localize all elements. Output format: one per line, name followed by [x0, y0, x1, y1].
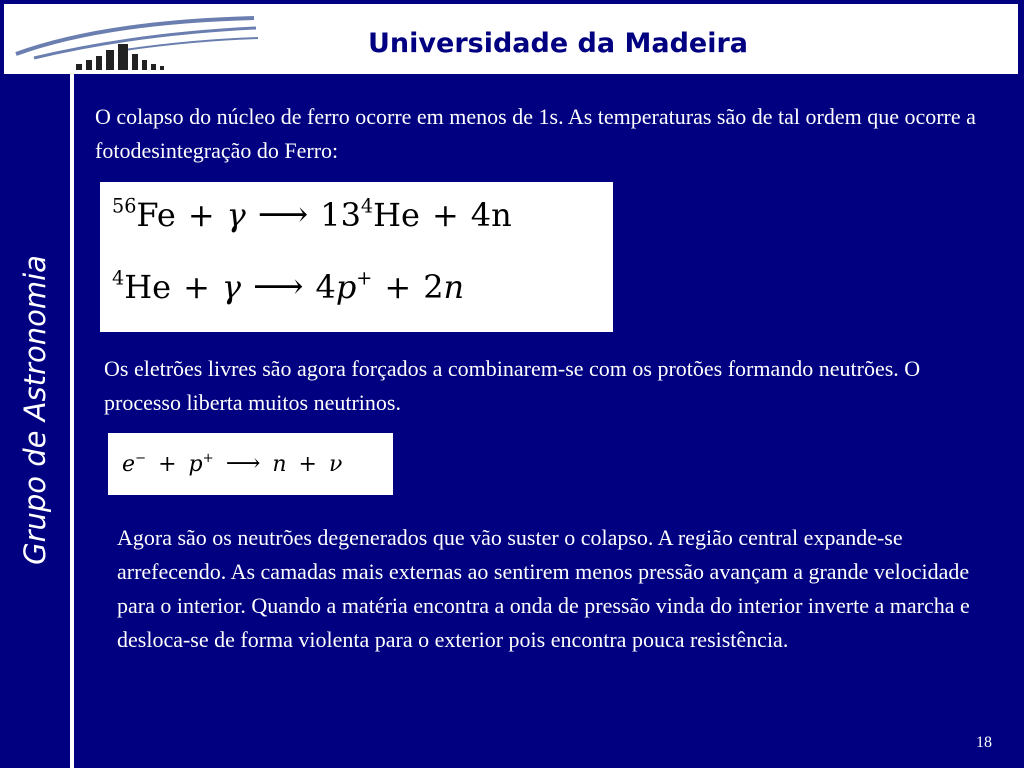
neutrino-symbol: ν: [328, 452, 343, 477]
paragraph-electron-capture: Os eletrões livres são agora forçados a combinarem-se com os protões formando neutrões. O processo liberta muitos neutrinos.: [104, 356, 921, 415]
gamma-symbol: γ: [221, 268, 241, 306]
neutron-symbol: n: [272, 452, 287, 477]
mass-number: 4: [360, 194, 374, 218]
plus-sign: +: [158, 452, 177, 477]
header-bar: [4, 4, 1018, 74]
charge-sign: −: [135, 450, 147, 466]
element-symbol: He: [373, 196, 420, 234]
arrow-icon: ⟶: [253, 266, 304, 307]
university-title: Universidade da Madeira: [368, 28, 749, 59]
charge-sign: +: [356, 266, 373, 290]
gamma-symbol: γ: [226, 196, 246, 234]
arrow-icon: ⟶: [225, 449, 261, 477]
neutron-term: 4n: [470, 196, 512, 234]
plus-sign: +: [183, 268, 210, 306]
equation-line-helium: [112, 266, 464, 307]
mass-number: 4: [112, 266, 125, 290]
electron-symbol: e: [122, 452, 136, 477]
proton-symbol: p: [335, 268, 357, 306]
equation-box-electron-capture: [108, 433, 393, 495]
charge-sign: +: [202, 450, 214, 466]
mass-number: 56: [112, 194, 137, 218]
arrow-icon: ⟶: [257, 194, 309, 235]
element-symbol: Fe: [136, 196, 176, 234]
paragraph-collapse: O colapso do núcleo de ferro ocorre em menos de 1s. As temperaturas são de tal ordem que ocorre a fotodesintegração do Ferro:: [95, 104, 976, 163]
coefficient: 2: [423, 268, 444, 306]
page-number: 18: [976, 734, 992, 751]
plus-sign: +: [384, 268, 412, 306]
proton-symbol: p: [188, 452, 203, 477]
plus-sign: +: [298, 452, 317, 477]
paragraph-neutron-degeneracy: Agora são os neutrões degenerados que vão suster o colapso. A região central expande-se arrefecendo. As camadas mais externas ao sentirem menos pressão avançam a grande velocidade para o interior. Quando a matéria encontra a onda de pressão vinda do interior inverte a marcha e desloca-se de forma violenta para o exterior pois encontra pouca resistência.: [117, 525, 970, 652]
equation-line-iron: [112, 194, 512, 235]
equation-box-photodisintegration: [100, 182, 613, 332]
plus-sign: +: [187, 196, 215, 234]
sidebar-label-text: Grupo de Astronomia: [18, 255, 52, 565]
equation-line-capture: [122, 449, 342, 477]
coefficient: 4: [315, 268, 336, 306]
neutron-symbol: n: [443, 268, 465, 306]
coefficient: 13: [320, 196, 361, 234]
vertical-divider: [70, 74, 74, 768]
plus-sign: +: [431, 196, 459, 234]
university-logo: [14, 14, 264, 72]
element-symbol: He: [124, 268, 172, 306]
